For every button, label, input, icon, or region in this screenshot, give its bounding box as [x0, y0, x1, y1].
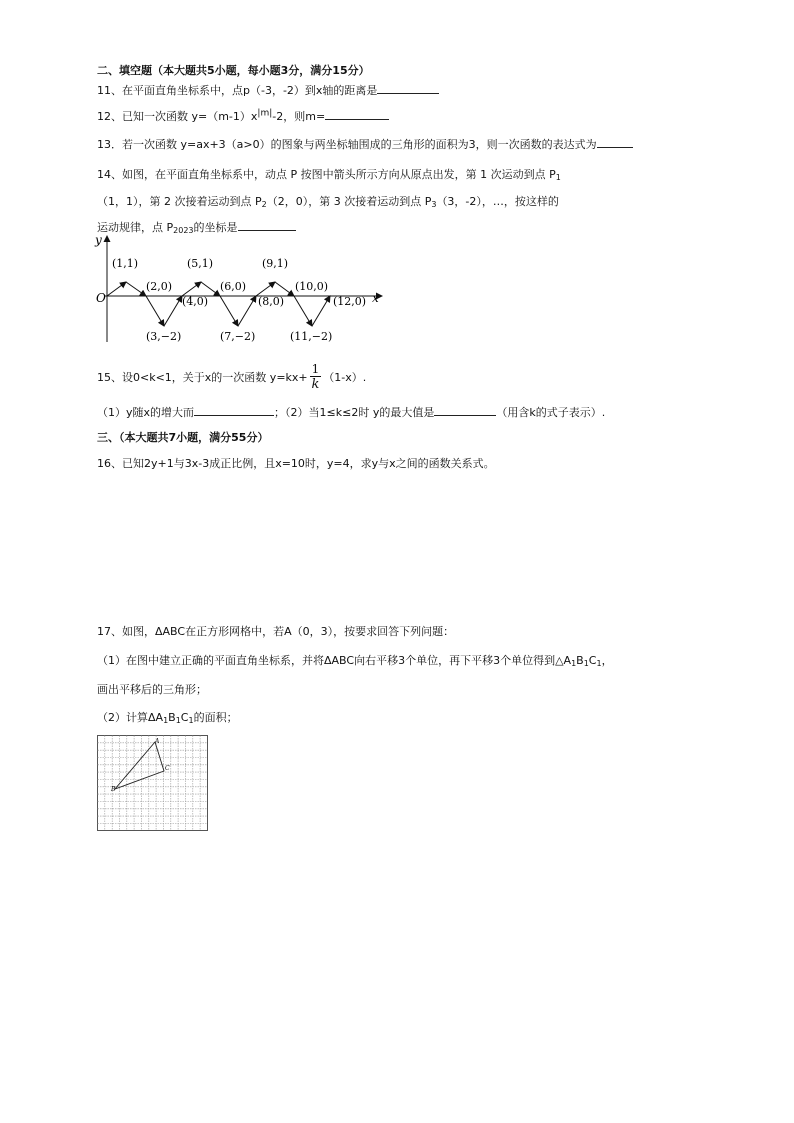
- path-segment: [126, 282, 146, 296]
- question-17-intro: 17、如图，ΔABC在正方形网格中，若A（0，3），按要求回答下列问题：: [97, 625, 455, 638]
- point-label: (2,0): [146, 280, 173, 293]
- subscript: 1: [571, 659, 577, 668]
- point-label: (9,1): [262, 257, 289, 270]
- path-segment: [238, 296, 256, 326]
- path-segment: [107, 282, 126, 296]
- subscript: 1: [188, 716, 194, 725]
- vertex-letter: B: [576, 654, 584, 667]
- question-12-text-end: -2，则m=: [272, 110, 326, 123]
- question-14-text-2c: （3，-2），…，按这样的: [436, 195, 559, 208]
- subscript: 1: [555, 173, 561, 182]
- question-14-text-3: 运动规律，点 P: [97, 221, 174, 234]
- path-segment: [201, 282, 220, 296]
- question-11: [97, 82, 439, 98]
- fraction-denominator: k: [311, 377, 320, 392]
- question-15-text: 15、设0<k<1，关于x的一次函数 y=kx+: [97, 371, 308, 384]
- question-15-text-end: （1-x）.: [323, 371, 367, 384]
- question-16: 16、已知2y+1与3x-3成正比例，且x=10时，y=4，求y与x之间的函数关系式。: [97, 457, 495, 470]
- subscript: 1: [175, 716, 181, 725]
- question-17-part-2-end: 的面积；: [193, 711, 238, 724]
- zigzag-motion-figure: [90, 230, 390, 346]
- path-segment: [146, 296, 164, 326]
- question-15-part-3: （用含k的式子表示）.: [496, 406, 606, 419]
- point-label: (11,−2): [290, 330, 333, 343]
- question-15-parts: [97, 404, 605, 420]
- path-segment: [182, 282, 201, 296]
- point-label: (12,0): [333, 295, 367, 308]
- path-segment: [275, 282, 294, 296]
- path-segment: [312, 296, 330, 326]
- vertex-letter: C: [588, 654, 597, 667]
- vertex-letter: B: [168, 711, 176, 724]
- path-segment: [256, 282, 275, 296]
- question-17-part-2-text: （2）计算ΔA: [97, 711, 164, 724]
- y-axis-label: y: [95, 233, 102, 247]
- triangle-grid-figure: [97, 735, 208, 831]
- section-2-heading: 二、填空题（本大题共5小题，每小题3分，满分15分）: [97, 64, 370, 77]
- fraction-one-over-k: [310, 362, 322, 392]
- question-12-exponent: |m|: [257, 108, 273, 119]
- question-15-part-2: ；（2）当1≤k≤2时 y的最大值是: [274, 406, 435, 419]
- question-15-part-1: （1）y随x的增大而: [97, 406, 195, 419]
- question-14-line-1: [97, 166, 561, 182]
- point-label: (5,1): [187, 257, 214, 270]
- subscript: 2023: [173, 226, 194, 235]
- subscript: 2: [261, 200, 267, 209]
- question-15: [97, 357, 366, 397]
- point-label: (10,0): [295, 280, 329, 293]
- question-12: [97, 108, 389, 124]
- question-14-text-1: 14、如图，在平面直角坐标系中，动点 P 按图中箭头所示方向从原点出发，第 1 次运动到点 P: [97, 168, 556, 181]
- answer-blank-15-2: [434, 405, 496, 416]
- point-label: (1,1): [112, 257, 139, 270]
- point-label: (4,0): [182, 295, 209, 308]
- path-segment: [294, 296, 312, 326]
- question-14-text-2b: （2，0），第 3 次接着运动到点 P: [266, 195, 432, 208]
- point-label: (8,0): [258, 295, 285, 308]
- vertex-b-label: B: [111, 786, 116, 793]
- punctuation: ，: [601, 654, 613, 667]
- point-label: (6,0): [220, 280, 247, 293]
- answer-blank-13: [597, 137, 633, 148]
- subscript: 1: [596, 659, 602, 668]
- answer-blank-12: [325, 109, 389, 120]
- answer-blank-11: [377, 83, 439, 94]
- section-3-heading: 三、（本大题共7小题，满分55分）: [97, 431, 269, 444]
- question-14-line-2: [97, 193, 559, 209]
- point-label: (7,−2): [220, 330, 256, 343]
- question-17-part-1-line-2: 画出平移后的三角形；: [97, 683, 207, 696]
- question-14-text-3b: 的坐标是: [193, 221, 238, 234]
- question-11-text: 11、在平面直角坐标系中，点p（-3，-2）到x轴的距离是: [97, 84, 378, 97]
- subscript: 1: [583, 659, 589, 668]
- question-13-text: 13．若一次函数 y=ax+3（a>0）的图象与两坐标轴围成的三角形的面积为3，则一次函数的表达式为: [97, 138, 597, 151]
- fraction-numerator: 1: [311, 362, 320, 376]
- vertex-a-label: A: [155, 738, 160, 745]
- point-label: (3,−2): [146, 330, 182, 343]
- x-axis-label: x: [372, 291, 379, 305]
- path-segment: [164, 296, 182, 326]
- question-17-part-1-text: （1）在图中建立正确的平面直角坐标系，并将ΔABC向右平移3个单位，再下平移3个单位得到△A: [97, 654, 572, 667]
- answer-blank-15-1: [194, 405, 274, 416]
- question-17-part-2: [97, 709, 238, 725]
- question-12-text: 12、已知一次函数 y=（m-1）x: [97, 110, 258, 123]
- question-17-part-1: [97, 652, 613, 668]
- subscript: 1: [163, 716, 169, 725]
- vertex-letter: C: [180, 711, 189, 724]
- origin-label: O: [96, 291, 106, 305]
- vertex-c-label: C: [165, 765, 170, 772]
- question-13: [97, 136, 633, 152]
- question-14-text-2a: （1，1），第 2 次接着运动到点 P: [97, 195, 262, 208]
- subscript: 3: [431, 200, 437, 209]
- path-segment: [220, 296, 238, 326]
